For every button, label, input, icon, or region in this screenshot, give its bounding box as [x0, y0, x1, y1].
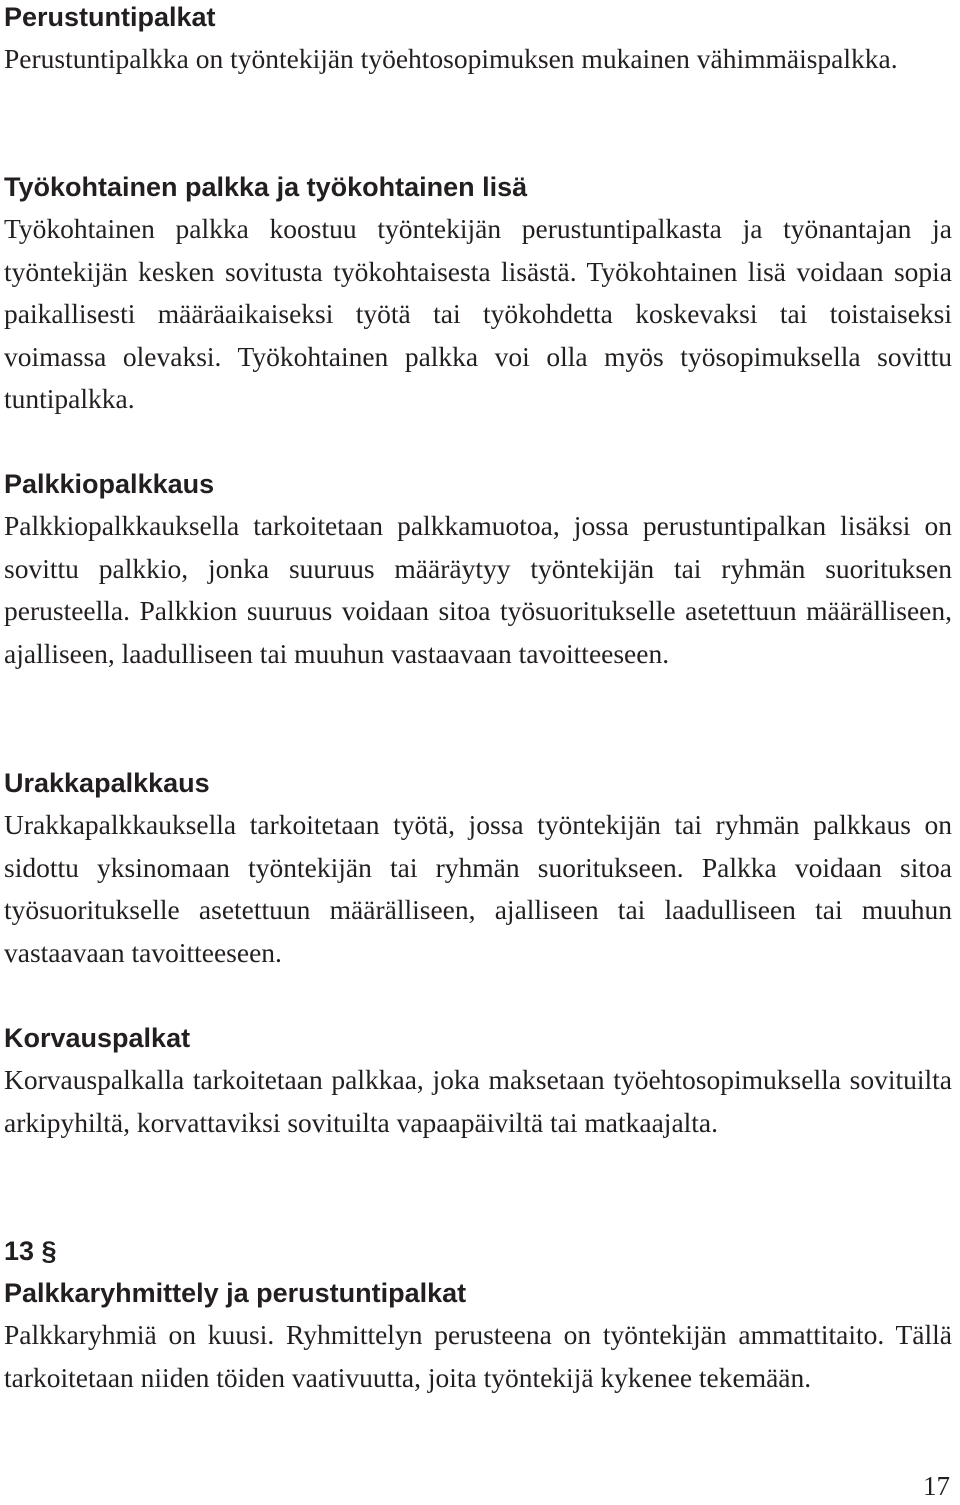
section-heading: Palkkiopalkkaus: [4, 469, 215, 499]
section-perustuntipalkat: [4, 0, 952, 81]
section-13-palkkaryhmittely: [4, 1230, 952, 1399]
section-heading: Perustuntipalkat: [4, 2, 216, 32]
section-body: Perustuntipalkka on työntekijän työehtosopimuksen mukainen vähimmäispalkka.: [4, 43, 898, 74]
section-body: Korvauspalkalla tarkoitetaan palkkaa, joka maksetaan työehtosopimuksella sovituilta arkipyhiltä, korvattaviksi sovituilta vapaapäiviltä tai matkaajalta.: [4, 1064, 952, 1138]
page-number: 17: [923, 1471, 950, 1501]
section-body: Työkohtainen palkka koostuu työntekijän perustuntipalkasta ja työnantajan ja työntekijän kesken sovitusta työkohtaisesta lisästä. Työkohtainen lisä voidaan sopia paikallisesti määräaikaiseksi työtä tai työkohdetta koskevaksi tai toistaiseksi voimassa olevaksi. Työkohtainen palkka voi olla myös työsopimuksella sovittu tuntipalkka.: [4, 213, 952, 414]
section-tyokohtainen-palkka: [4, 166, 952, 421]
section-palkkiopalkkaus: [4, 463, 952, 675]
section-heading: Urakkapalkkaus: [4, 768, 210, 798]
section-body: Urakkapalkkauksella tarkoitetaan työtä, jossa työntekijän tai ryhmän palkkaus on sidottu yksinomaan työntekijän tai ryhmän suoritukseen. Palkka voidaan sitoa työsuoritukselle asetettuun määrälliseen, ajalliseen tai laadulliseen tai muuhun vastaavaan tavoitteeseen.: [4, 809, 952, 968]
section-body: Palkkaryhmiä on kuusi. Ryhmittelyn perusteena on työntekijän ammattitaito. Tällä tarkoitetaan niiden töiden vaativuutta, joita työntekijä kykenee tekemään.: [4, 1319, 952, 1393]
section-heading: Palkkaryhmittely ja perustuntipalkat: [4, 1278, 467, 1308]
section-number: 13 §: [4, 1236, 57, 1266]
section-heading: Työkohtainen palkka ja työkohtainen lisä: [4, 172, 528, 202]
section-korvauspalkat: [4, 1017, 952, 1144]
section-urakkapalkkaus: [4, 762, 952, 974]
section-heading: Korvauspalkat: [4, 1023, 191, 1053]
section-body: Palkkiopalkkauksella tarkoitetaan palkkamuotoa, jossa perustuntipalkan lisäksi on sovittu palkkio, jonka suuruus määräytyy työntekijän tai ryhmän suorituksen perusteella. Palkkion suuruus voidaan sitoa työsuoritukselle asetettuun määrälliseen, ajalliseen, laadulliseen tai muuhun vastaavaan tavoitteeseen.: [4, 510, 952, 669]
